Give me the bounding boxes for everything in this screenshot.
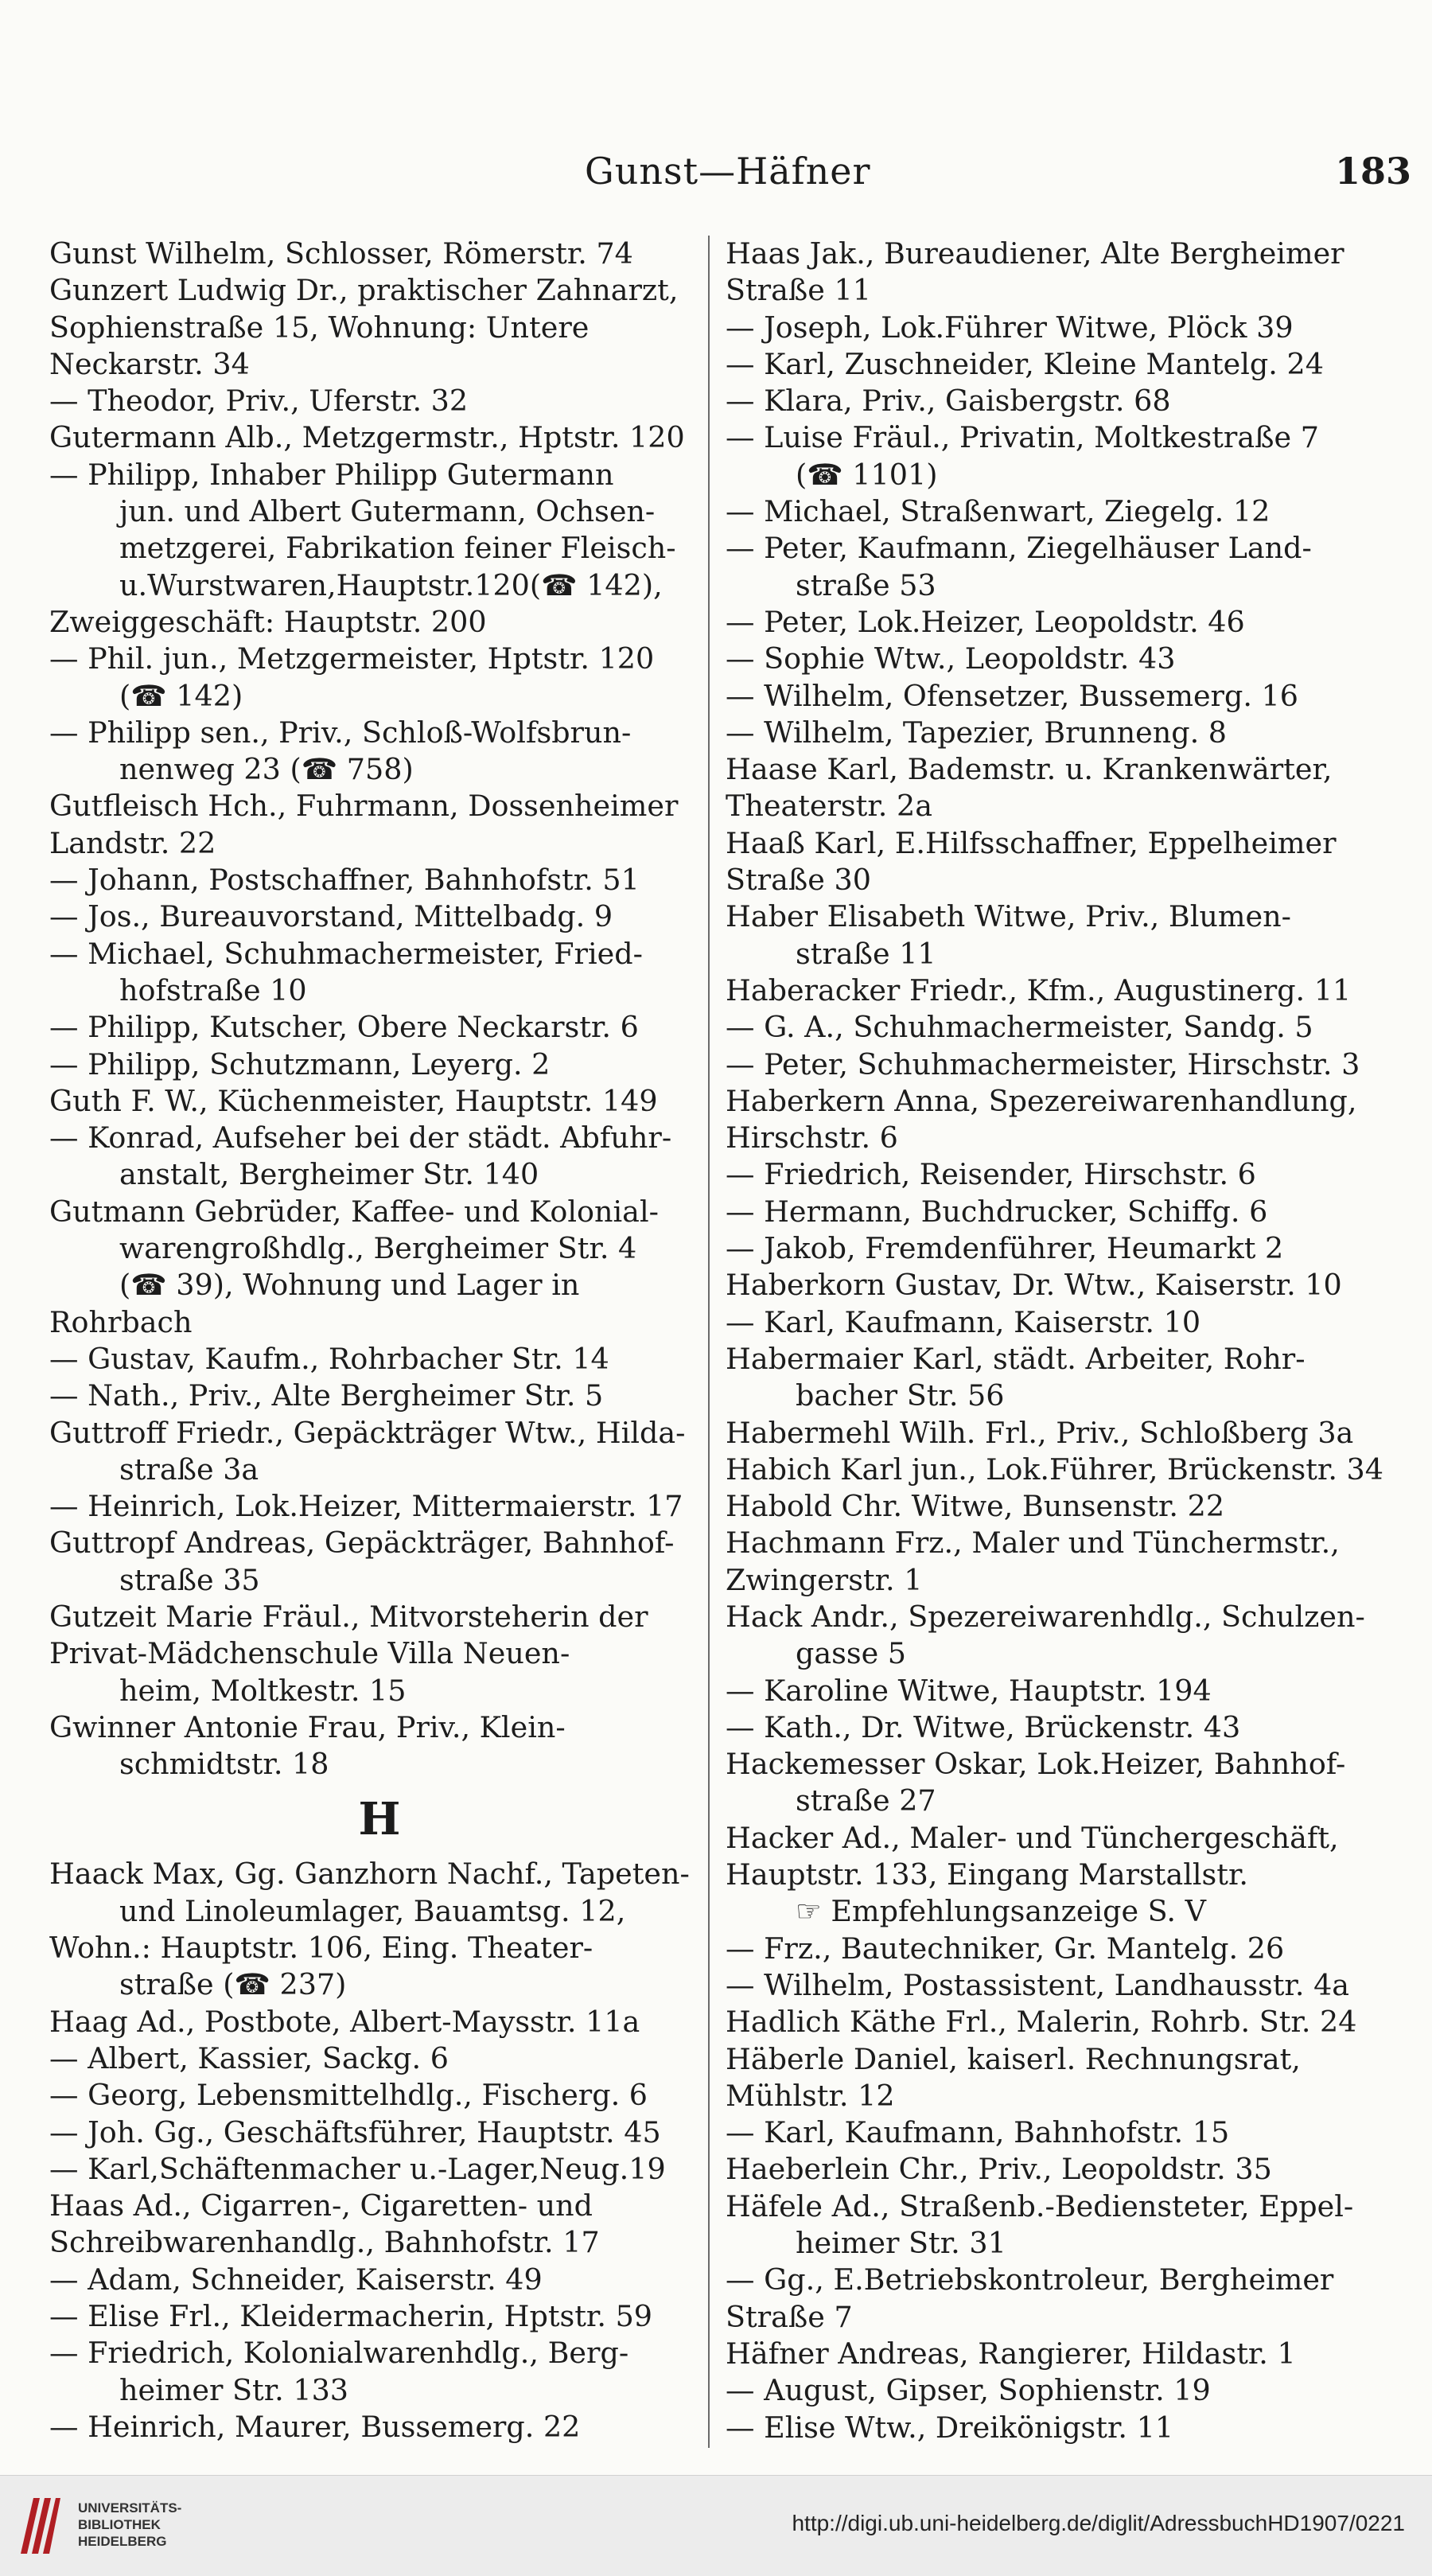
directory-line: Hadlich Käthe Frl., Malerin, Rohrb. Str. 24 [726,2005,1357,2040]
directory-line: Rohrbach [49,1304,193,1339]
directory-line: Habold Chr. Witwe, Bunsenstr. 22 [726,1489,1225,1524]
directory-line: Straße 11 [726,273,871,308]
directory-line: — Karoline Witwe, Hauptstr. 194 [726,1673,1212,1708]
directory-line: — Albert, Kassier, Sackg. 6 [49,2040,449,2075]
directory-line: — Heinrich, Maurer, Bussemerg. 22 [49,2409,581,2444]
directory-line: Hacker Ad., Maler- und Tünchergeschäft, [726,1820,1339,1855]
directory-line: Habermaier Karl, städt. Arbeiter, Rohr- [726,1341,1306,1376]
directory-line: Straße 7 [726,2299,853,2334]
directory-line: straße 27 [796,1783,936,1818]
directory-line: (☎ 39), Wohnung und Lager in [119,1268,580,1303]
directory-line: Neckarstr. 34 [49,346,250,381]
library-name-line: HEIDELBERG [78,2534,167,2549]
running-head: Gunst—Häfner [585,150,871,193]
directory-line: Guttroff Friedr., Gepäckträger Wtw., Hilda- [49,1415,686,1450]
directory-line: Haag Ad., Postbote, Albert-Maysstr. 11a [49,2004,640,2039]
directory-line: — Gg., E.Betriebskontroleur, Bergheimer [726,2262,1334,2297]
directory-line: Habich Karl jun., Lok.Führer, Brückenstr. 34 [726,1452,1383,1487]
directory-line: Haas Jak., Bureaudiener, Alte Bergheimer [726,236,1344,271]
directory-line: — Philipp, Kutscher, Obere Neckarstr. 6 [49,1010,639,1045]
directory-line: — Georg, Lebensmittelhdlg., Fischerg. 6 [49,2078,648,2113]
directory-line: (☎ 142) [119,678,243,713]
directory-line: Gunst Wilhelm, Schlosser, Römerstr. 74 [49,236,633,271]
directory-line: Haber Elisabeth Witwe, Priv., Blumen- [726,899,1291,934]
directory-line: Privat-Mädchenschule Villa Neuen- [49,1636,570,1671]
directory-line: nenweg 23 (☎ 758) [119,752,414,787]
directory-line: jun. und Albert Gutermann, Ochsen- [119,494,656,529]
directory-line: — Wilhelm, Postassistent, Landhausstr. 4a [726,1967,1350,2002]
directory-line: — Philipp, Schutzmann, Leyerg. 2 [49,1046,551,1081]
directory-line: — Friedrich, Kolonialwarenhdlg., Berg- [49,2336,629,2371]
page-number: 183 [1335,150,1412,193]
directory-line: Hack Andr., Spezereiwarenhdlg., Schulzen- [726,1599,1365,1634]
directory-line: Haberacker Friedr., Kfm., Augustinerg. 11 [726,972,1352,1007]
directory-line: straße (☎ 237) [119,1967,347,2002]
directory-line: hofstraße 10 [119,972,307,1007]
directory-line: Haaß Karl, E.Hilfsschaffner, Eppelheimer [726,825,1337,860]
directory-line: straße 53 [796,567,936,602]
directory-line: Gutfleisch Hch., Fuhrmann, Dossenheimer [49,789,679,824]
directory-line: — August, Gipser, Sophienstr. 19 [726,2373,1211,2408]
directory-line: Gutmann Gebrüder, Kaffee- und Kolonial- [49,1194,659,1229]
directory-line: u.Wurstwaren,Hauptstr.120(☎ 142), [119,567,663,602]
column-divider [708,236,710,2448]
directory-line: Haas Ad., Cigarren-, Cigaretten- und [49,2188,593,2223]
directory-line: — Theodor, Priv., Uferstr. 32 [49,384,469,419]
directory-line: Sophienstraße 15, Wohnung: Untere [49,310,590,345]
directory-line: Haack Max, Gg. Ganzhorn Nachf., Tapeten- [49,1857,690,1892]
directory-line: — Kath., Dr. Witwe, Brückenstr. 43 [726,1709,1241,1744]
directory-line: — Heinrich, Lok.Heizer, Mittermaierstr. 17 [49,1489,683,1524]
directory-line: Zwingerstr. 1 [726,1562,923,1597]
directory-line: heimer Str. 133 [119,2372,349,2407]
directory-line: Häfner Andreas, Rangierer, Hildastr. 1 [726,2336,1296,2371]
directory-line: gasse 5 [796,1636,907,1671]
directory-line: — Michael, Straßenwart, Ziegelg. 12 [726,494,1271,529]
directory-line: — Peter, Lok.Heizer, Leopoldstr. 46 [726,604,1245,639]
directory-line: und Linoleumlager, Bauamtsg. 12, [119,1893,626,1928]
directory-line: — Johann, Postschaffner, Bahnhofstr. 51 [49,863,640,898]
directory-line: — Elise Frl., Kleidermacherin, Hptstr. 59 [49,2299,653,2334]
directory-line: straße 3a [119,1452,259,1487]
directory-line: Hirschstr. 6 [726,1120,898,1155]
directory-line: Habermehl Wilh. Frl., Priv., Schloßberg 3a [726,1415,1354,1450]
directory-line: — Karl, Zuschneider, Kleine Mantelg. 24 [726,346,1324,381]
directory-line: Theaterstr. 2a [726,789,932,824]
directory-line: — Joh. Gg., Geschäftsführer, Hauptstr. 45 [49,2114,661,2149]
directory-line: anstalt, Bergheimer Str. 140 [119,1157,539,1192]
directory-line: Gutermann Alb., Metzgermstr., Hptstr. 120 [49,420,685,455]
directory-line: (☎ 1101) [796,457,938,492]
directory-line: — Karl, Kaufmann, Kaiserstr. 10 [726,1304,1201,1339]
left-column [49,236,710,2445]
directory-line: Häberle Daniel, kaiserl. Rechnungsrat, [726,2041,1301,2076]
directory-line: Wohn.: Hauptstr. 106, Eing. Theater- [49,1931,593,1966]
directory-line: Haeberlein Chr., Priv., Leopoldstr. 35 [726,2152,1272,2187]
directory-line: — Philipp sen., Priv., Schloß-Wolfsbrun- [49,715,632,750]
directory-line: — Nath., Priv., Alte Bergheimer Str. 5 [49,1378,604,1413]
directory-line: — Wilhelm, Ofensetzer, Bussemerg. 16 [726,678,1299,713]
directory-line: — Peter, Kaufmann, Ziegelhäuser Land- [726,531,1312,566]
directory-line: — Jakob, Fremdenführer, Heumarkt 2 [726,1231,1284,1266]
directory-line: — Phil. jun., Metzgermeister, Hptstr. 120 [49,641,655,676]
directory-line: — Luise Fräul., Privatin, Moltkestraße 7 [726,420,1319,455]
page-header [0,150,1432,197]
directory-line: Haberkorn Gustav, Dr. Wtw., Kaiserstr. 10 [726,1268,1342,1303]
directory-line: — Gustav, Kaufm., Rohrbacher Str. 14 [49,1341,609,1376]
directory-line: straße 35 [119,1562,260,1597]
right-column [726,236,1387,2446]
directory-line: — Adam, Schneider, Kaiserstr. 49 [49,2262,543,2297]
directory-line: schmidtstr. 18 [119,1747,329,1782]
library-name-line: BIBLIOTHEK [78,2517,161,2532]
directory-line: Gunzert Ludwig Dr., praktischer Zahnarzt, [49,273,679,308]
directory-line: Straße 30 [726,863,871,898]
directory-line: Haase Karl, Bademstr. u. Krankenwärter, [726,752,1333,787]
directory-line: heimer Str. 31 [796,2226,1006,2261]
directory-line: — Joseph, Lok.Führer Witwe, Plöck 39 [726,310,1294,345]
directory-line: — Hermann, Buchdrucker, Schiffg. 6 [726,1194,1268,1229]
directory-line: bacher Str. 56 [796,1378,1005,1413]
directory-line: — Michael, Schuhmachermeister, Fried- [49,936,643,971]
directory-line: — Karl,Schäftenmacher u.-Lager,Neug.19 [49,2151,666,2186]
directory-line: Mühlstr. 12 [726,2078,895,2113]
directory-line: metzgerei, Fabrikation feiner Fleisch- [119,531,676,566]
directory-line: Haberkern Anna, Spezereiwarenhandlung, [726,1083,1357,1118]
directory-line: Hackemesser Oskar, Lok.Heizer, Bahnhof- [726,1747,1346,1782]
directory-line: Schreibwarenhandlg., Bahnhofstr. 17 [49,2225,600,2260]
footer-bar [0,2475,1432,2576]
directory-line: — Frz., Bautechniker, Gr. Mantelg. 26 [726,1931,1285,1966]
section-letter: H [358,1793,401,1846]
directory-line: straße 11 [796,936,936,971]
university-library-logo [16,2490,62,2558]
directory-line: — Konrad, Aufseher bei der städt. Abfuhr- [49,1120,672,1155]
directory-line: Zweiggeschäft: Hauptstr. 200 [49,604,487,639]
directory-line: — G. A., Schuhmachermeister, Sandg. 5 [726,1010,1313,1045]
directory-line: — Klara, Priv., Gaisbergstr. 68 [726,384,1171,419]
directory-line: Landstr. 22 [49,825,216,860]
directory-line: Häfele Ad., Straßenb.-Bediensteter, Eppel- [726,2188,1354,2223]
directory-line: Hachmann Frz., Maler und Tünchermstr., [726,1526,1340,1561]
directory-line: — Peter, Schuhmachermeister, Hirschstr. 3 [726,1046,1360,1081]
library-name-line: UNIVERSITÄTS- [78,2500,182,2516]
directory-line: Hauptstr. 133, Eingang Marstallstr. [726,1857,1248,1892]
directory-line: Guth F. W., Küchenmeister, Hauptstr. 149 [49,1083,658,1118]
directory-line: warengroßhdlg., Bergheimer Str. 4 [119,1231,637,1266]
source-url-link[interactable]: http://digi.ub.uni-heidelberg.de/diglit/AdressbuchHD1907/0221 [792,2511,1405,2535]
library-name [78,2500,181,2550]
directory-line: Guttropf Andreas, Gepäckträger, Bahnhof- [49,1526,675,1561]
directory-line: — Elise Wtw., Dreikönigstr. 11 [726,2410,1174,2445]
directory-line: ☞ Empfehlungsanzeige S. V [796,1894,1206,1929]
directory-line: — Jos., Bureauvorstand, Mittelbadg. 9 [49,899,613,934]
directory-line: — Karl, Kaufmann, Bahnhofstr. 15 [726,2115,1230,2150]
directory-line: Gwinner Antonie Frau, Priv., Klein- [49,1709,566,1744]
directory-line: — Friedrich, Reisender, Hirschstr. 6 [726,1157,1256,1192]
directory-line: heim, Moltkestr. 15 [119,1673,407,1708]
directory-line: Gutzeit Marie Fräul., Mitvorsteherin der [49,1599,648,1634]
directory-line: — Philipp, Inhaber Philipp Gutermann [49,457,614,492]
directory-line: — Wilhelm, Tapezier, Brunneng. 8 [726,715,1227,750]
directory-line: — Sophie Wtw., Leopoldstr. 43 [726,641,1176,676]
